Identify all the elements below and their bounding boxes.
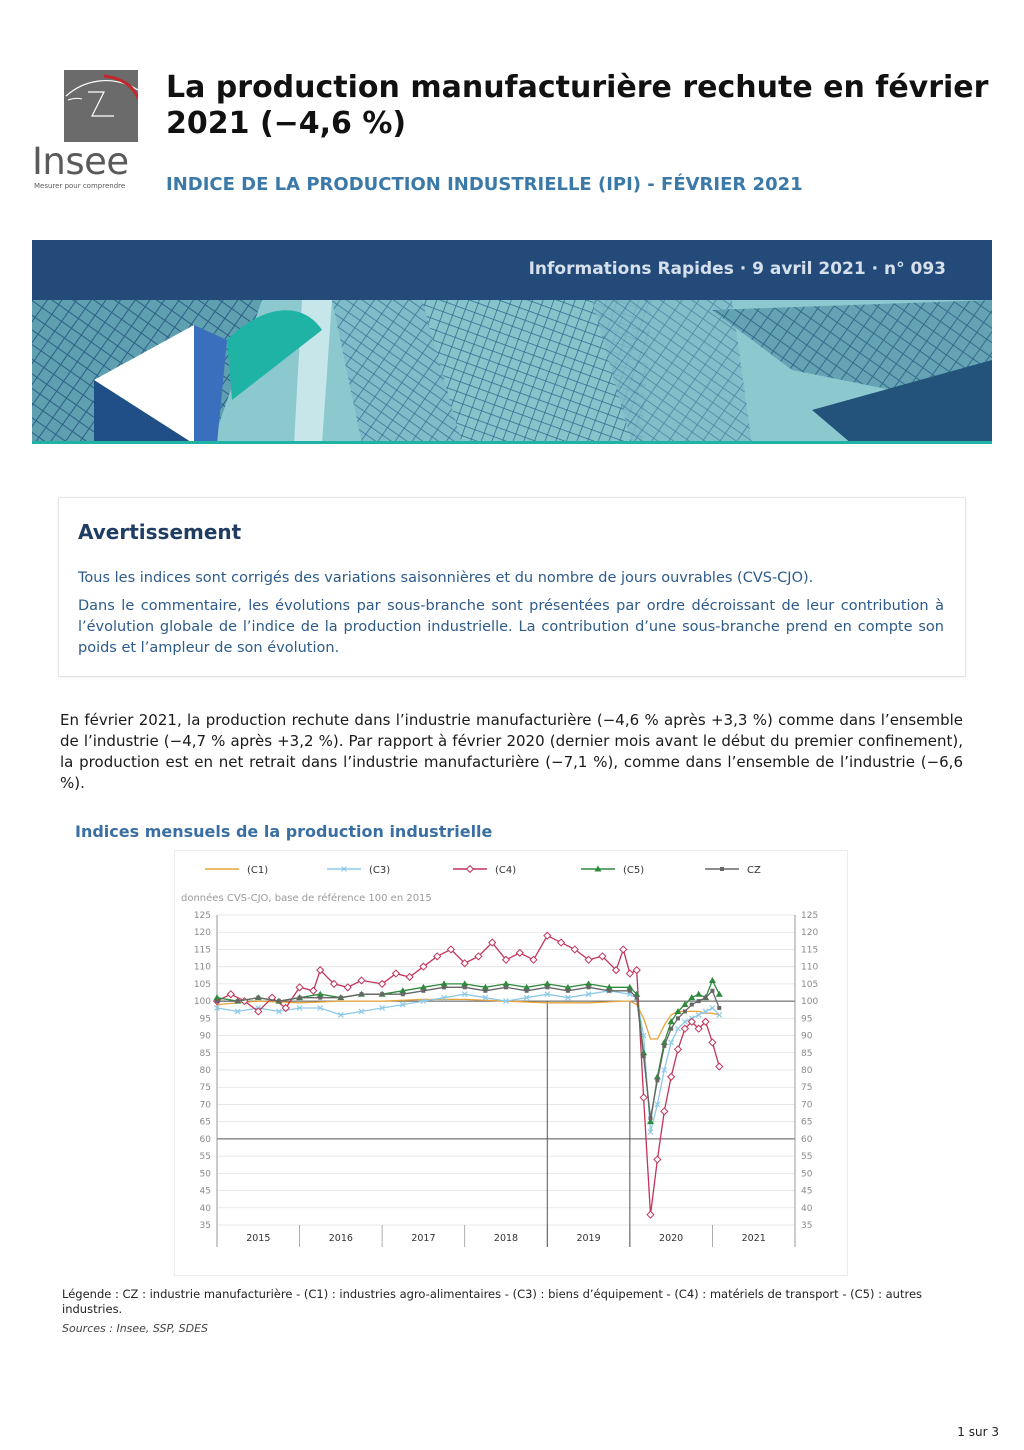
logo-wordmark: Insee — [32, 140, 129, 183]
y-tick-label-left: 75 — [199, 1083, 211, 1094]
y-tick-label-left: 80 — [199, 1066, 211, 1076]
y-tick-label-right: 125 — [801, 911, 819, 921]
y-tick-label-left: 100 — [193, 997, 211, 1008]
data-point — [676, 1016, 680, 1020]
y-tick-label-right: 55 — [801, 1152, 813, 1163]
legend-label: (C1) — [247, 865, 269, 876]
data-point — [236, 999, 240, 1003]
legend-marker — [720, 867, 724, 871]
y-tick-label-right: 35 — [801, 1221, 813, 1231]
y-tick-label-right: 110 — [801, 962, 819, 973]
data-point — [607, 989, 611, 993]
data-point — [530, 956, 537, 963]
warning-heading: Avertissement — [78, 520, 242, 544]
data-point — [647, 1211, 654, 1218]
page-subtitle: INDICE DE LA PRODUCTION INDUSTRIELLE (IPI) - FÉVRIER 2021 — [166, 174, 803, 195]
y-tick-label-left: 55 — [199, 1152, 211, 1163]
legend-item — [205, 865, 268, 876]
data-point — [358, 977, 365, 984]
data-point — [662, 1044, 666, 1048]
y-tick-label-left: 90 — [199, 1031, 211, 1042]
data-point — [463, 985, 467, 989]
logo-emblem-graphic — [64, 70, 138, 142]
x-tick-label: 2015 — [246, 1233, 271, 1244]
data-point — [675, 1026, 680, 1031]
y-tick-label-left: 45 — [199, 1186, 211, 1197]
data-point — [709, 1039, 716, 1046]
series-line — [217, 936, 719, 1215]
legend-label: CZ — [747, 865, 761, 876]
x-tick-label: 2020 — [659, 1233, 684, 1244]
data-point — [696, 1012, 701, 1017]
data-point — [690, 1003, 694, 1007]
chart-frame — [174, 850, 848, 1276]
data-point — [339, 996, 343, 1000]
data-point — [716, 991, 723, 997]
chart-note: données CVS-CJO, base de référence 100 en 2015 — [181, 893, 432, 904]
data-point — [716, 1063, 723, 1070]
sources-note: Sources : Insee, SSP, SDES — [62, 1322, 208, 1335]
data-point — [669, 1027, 673, 1031]
y-tick-label-right: 40 — [801, 1203, 813, 1214]
legend-item — [453, 865, 516, 876]
data-point — [683, 1009, 687, 1013]
insee-logo — [28, 68, 148, 196]
legend-label: (C4) — [495, 865, 517, 876]
data-point — [256, 996, 260, 1000]
data-point — [504, 985, 508, 989]
data-point — [640, 1094, 647, 1101]
page-number: 1 sur 3 — [957, 1425, 999, 1439]
y-tick-label-left: 70 — [199, 1100, 211, 1111]
data-point — [483, 989, 487, 993]
data-point — [215, 999, 219, 1003]
logo-emblem — [64, 70, 138, 142]
y-tick-label-right: 100 — [801, 997, 819, 1008]
legend-item — [705, 865, 761, 876]
data-point — [682, 1019, 687, 1024]
y-tick-label-left: 65 — [199, 1117, 211, 1128]
y-tick-label-left: 105 — [193, 979, 211, 990]
data-point — [516, 949, 523, 956]
data-point — [525, 989, 529, 993]
legend-item — [581, 865, 644, 876]
y-tick-label-right: 90 — [801, 1031, 813, 1042]
y-tick-label-left: 40 — [199, 1203, 211, 1214]
production-index-chart — [175, 851, 847, 1275]
y-tick-label-right: 60 — [801, 1134, 813, 1145]
legend-item — [327, 865, 390, 876]
y-tick-label-right: 75 — [801, 1083, 813, 1094]
data-point — [277, 999, 281, 1003]
chart-title: Indices mensuels de la production industrielle — [75, 822, 493, 841]
data-point — [633, 967, 640, 974]
data-point — [421, 989, 425, 993]
data-point — [709, 977, 716, 983]
data-point — [227, 991, 234, 998]
data-point — [310, 987, 317, 994]
x-tick-label: 2016 — [328, 1233, 353, 1244]
y-tick-label-left: 95 — [199, 1014, 211, 1025]
data-point — [298, 996, 302, 1000]
lead-paragraph: En février 2021, la production rechute dans l’industrie manufacturière (−4,6 % après +3,3 %) comme dans l’ensemble de l’industrie (−4,7 % après +3,2 %). Par rapport à février 2020 (dernier mois avant le début du premier confinement), la production est en net retrait dans l’industrie manufacturière (−7,1 %), comme dans l’ensemble de l’industrie (−6,6 %). — [60, 711, 963, 792]
warning-paragraph-2: Dans le commentaire, les évolutions par sous-branche sont présentées par ordre décroissant de leur contribution à l’évolution globale de l’indice de la production industrielle. La contribution d’une sous-branche prend en compte son poids et l’ampleur de son évolution. — [78, 598, 944, 656]
data-point — [296, 984, 303, 991]
y-tick-label-right: 105 — [801, 979, 819, 990]
data-point — [710, 989, 714, 993]
data-point — [635, 996, 639, 1000]
data-point — [401, 992, 405, 996]
data-point — [675, 1046, 682, 1053]
data-point — [626, 970, 633, 977]
y-tick-label-right: 115 — [801, 945, 819, 956]
y-tick-label-right: 70 — [801, 1100, 813, 1111]
data-point — [566, 989, 570, 993]
logo-tagline: Mesurer pour comprendre — [34, 182, 126, 190]
page-title: La production manufacturière rechute en février 2021 (−4,6 %) — [166, 70, 989, 141]
banner-image — [32, 300, 992, 444]
y-tick-label-right: 95 — [801, 1014, 813, 1025]
data-point — [661, 1108, 668, 1115]
series-c3 — [215, 988, 722, 1134]
legend-marker — [467, 866, 474, 873]
legend-label: (C5) — [623, 865, 645, 876]
y-tick-label-left: 60 — [199, 1134, 211, 1145]
data-point — [710, 1006, 715, 1011]
y-tick-label-right: 85 — [801, 1048, 813, 1059]
y-tick-label-left: 125 — [193, 911, 211, 921]
y-tick-label-left: 110 — [193, 962, 211, 973]
chart-legend-caption: Légende : CZ : industrie manufacturière - (C1) : industries agro-alimentaires - (C3) : biens d’équipement - (C4) : matériels de transport - (C5) : autres industries. — [62, 1287, 923, 1316]
series-c1 — [217, 999, 719, 1039]
data-point — [318, 996, 322, 1000]
data-point — [620, 946, 627, 953]
publication-info: Informations Rapides · 9 avril 2021 · n° 093 — [528, 259, 946, 279]
data-point — [668, 1073, 675, 1080]
y-tick-label-right: 80 — [801, 1066, 813, 1076]
data-point — [704, 996, 708, 1000]
data-point — [654, 1156, 661, 1163]
data-point — [544, 932, 551, 939]
banner-band — [32, 240, 992, 300]
x-tick-label: 2019 — [576, 1233, 601, 1244]
data-point — [558, 939, 565, 946]
y-tick-label-left: 85 — [199, 1048, 211, 1059]
x-tick-label: 2017 — [411, 1233, 436, 1244]
x-tick-label: 2018 — [493, 1233, 519, 1244]
data-point — [655, 1078, 659, 1082]
x-tick-label: 2021 — [741, 1233, 766, 1244]
series-line — [217, 999, 719, 1039]
data-point — [695, 991, 702, 997]
data-point — [360, 992, 364, 996]
warning-box — [58, 497, 966, 677]
data-point — [587, 985, 591, 989]
data-point — [380, 992, 384, 996]
data-point — [717, 1006, 721, 1010]
warning-paragraph-1: Tous les indices sont corrigés des variations saisonnières et du nombre de jours ouvrables (CVS-CJO). — [78, 570, 814, 586]
data-point — [697, 999, 701, 1003]
legend-label: (C3) — [369, 865, 391, 876]
y-tick-label-left: 50 — [199, 1169, 211, 1180]
data-point — [344, 984, 351, 991]
data-point — [642, 1054, 646, 1058]
data-point — [649, 1116, 653, 1120]
y-tick-label-right: 45 — [801, 1186, 813, 1197]
y-tick-label-left: 120 — [193, 928, 211, 939]
data-point — [545, 985, 549, 989]
data-point — [628, 989, 632, 993]
y-tick-label-right: 65 — [801, 1117, 813, 1128]
header-banner — [32, 240, 992, 444]
y-tick-label-right: 120 — [801, 928, 819, 939]
y-tick-label-left: 115 — [193, 945, 211, 956]
data-point — [442, 985, 446, 989]
y-tick-label-left: 35 — [199, 1221, 211, 1231]
y-tick-label-right: 50 — [801, 1169, 813, 1180]
